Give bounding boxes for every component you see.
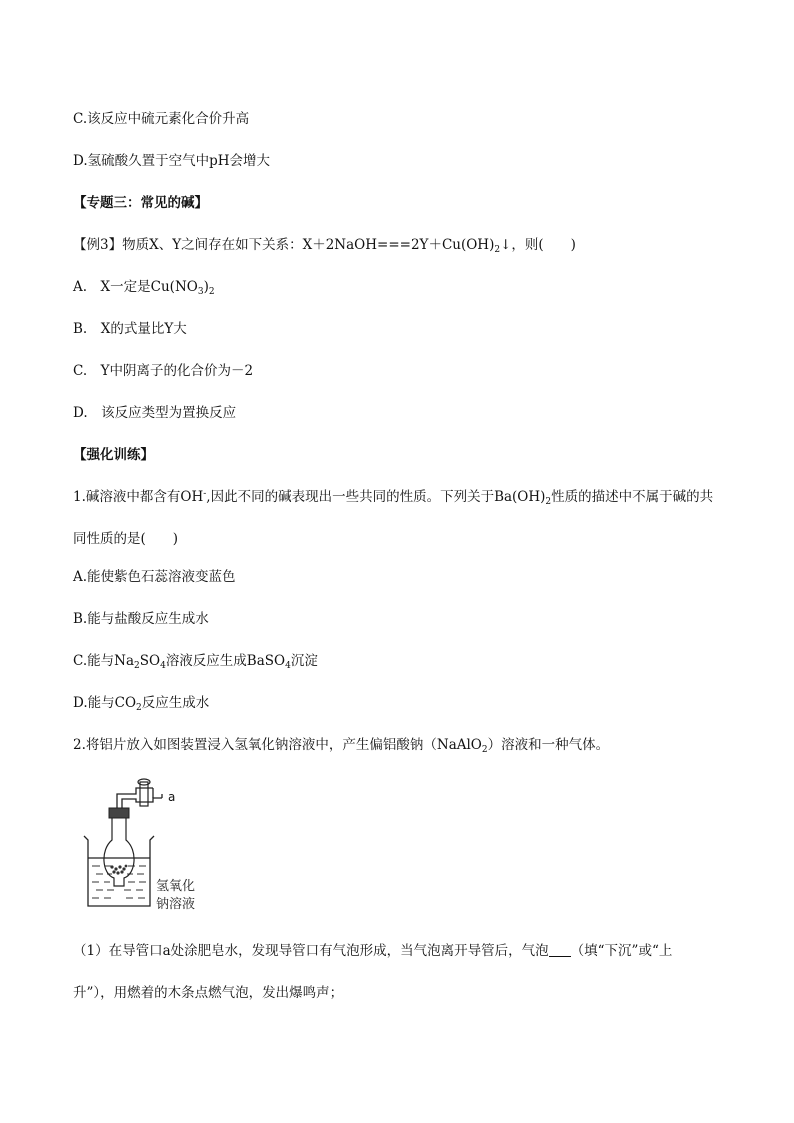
q1-option-d: D.能与$CO_2$反应生成水 [73,695,210,713]
example3-option-c: C. Y中阴离子的化合价为－2 [73,363,254,379]
aluminum-pieces [110,865,127,875]
example3-question: 【例3】物质X、Y之间存在如下关系：$X+2NaOH===2Y+Cu(OH)_2↓$，则( ) [73,237,576,255]
apparatus-figure [78,778,238,913]
option-c-line: C.该反应中硫元素化合价升高 [73,111,250,127]
answer-blank[interactable] [549,942,571,957]
topic3-heading: 【专题三：常见的碱】 [73,195,208,211]
q2-stem: 2.将铝片放入如图装置浸入氢氧化钠溶液中，产生偏铝酸钠（NaAlO$_2$）溶液和一种气体。 [73,737,610,755]
q1-stem-line2: 同性质的是( ) [73,531,179,547]
q1-option-c: C.能与$Na_2SO_4$溶液反应生成BaSO$_4$沉淀 [73,653,318,671]
reaction-vessel [104,816,134,886]
q2-part1-line2: 升”），用燃着的木条点燃气泡，发出爆鸣声； [73,985,344,1001]
option-d-line: D.氢硫酸久置于空气中pH会增大 [73,153,271,169]
q1-option-a: A.能使紫色石蕊溶液变蓝色 [73,569,236,585]
example3-option-d: D. 该反应类型为置换反应 [73,405,237,421]
label-solution-line1: 氢氧化 [156,879,196,894]
example3-option-a: A. X一定是$Cu(NO_3)_2$ [73,279,215,297]
liquid-hatching [92,866,146,898]
label-a: a [168,790,176,804]
q1-option-b: B.能与盐酸反应生成水 [73,611,209,627]
training-heading: 【强化训练】 [73,447,154,463]
label-solution-line2: 钠溶液 [156,897,196,912]
q1-stem-line1: 1.碱溶液中都含有OH-,因此不同的碱表现出一些共同的性质。下列关于$Ba(OH)_2$性质的描述中不属于碱的共 [73,489,714,507]
beaker [84,836,154,906]
q2-part1-line1: （1）在导管口a处涂肥皂水，发现导管口有气泡形成，当气泡离开导管后，气泡 （填“下沉”或“上 [73,943,673,959]
example3-option-b: B. X的式量比Y大 [73,321,187,337]
stopper [109,808,129,818]
